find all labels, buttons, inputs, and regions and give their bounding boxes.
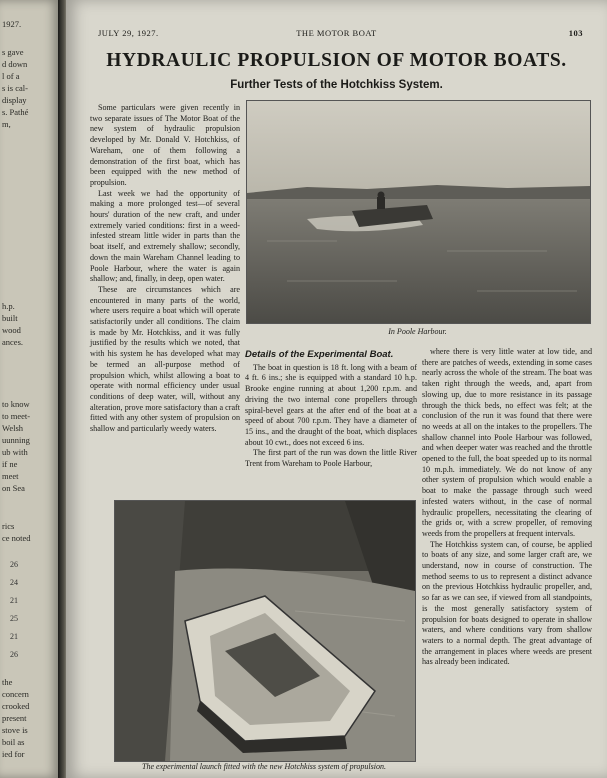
facing-page-text-fragment: meet [2, 471, 19, 481]
caption-poole-harbour: In Poole Harbour. [388, 327, 447, 336]
launch-photo-image [115, 501, 415, 761]
paragraph: These are circumstances which are encountered in many parts of the world, where users require a boat which will operate satisfactorily under all conditions. The claim is made by Mr. Hotchkiss, and it was fully justified by the results which we noted, that with his system he has developed what may be termed an all-purpose method of propulsion which, whilst allowing a boat to operate with normal efficiency under usual conditions of deep water, will, without any alteration, prove more satisfactory than a craft fitted with any other system of propulsion on shallow and particularly weedy waters. [90, 284, 240, 434]
harbour-photo-image [247, 101, 590, 323]
facing-page-text-fragment: ances. [2, 337, 24, 347]
facing-page-number: 26 [10, 650, 18, 659]
paragraph: The boat in question is 18 ft. long with a beam of 4 ft. 6 ins.; she is equipped with a standard 10 h.p. Brooke engine running at about 1,200 r.p.m. and driving the two internal cone propellers through spiral-bevel gears at the after end of the boat at a speed of about 700 r.p.m. They have a diameter of 15 ins., and the draught of the boat, which displaces about 10 cwt., does not exceed 6 ins. [245, 362, 417, 447]
facing-page-text-fragment: 1927. [2, 19, 22, 29]
facing-page-text-fragment: s is cal- [2, 83, 28, 93]
facing-page-number: 21 [10, 632, 18, 641]
facing-page-text-fragment: s. Pathé [2, 107, 29, 117]
facing-page-text-fragment: boil as [2, 737, 25, 747]
facing-page-number: 26 [10, 560, 18, 569]
facing-page-text-fragment: to meet- [2, 411, 31, 421]
facing-page-text-fragment: stove is [2, 725, 28, 735]
facing-page-text-fragment: Welsh [2, 423, 24, 433]
facing-page-number: 21 [10, 596, 18, 605]
facing-page-text-fragment: ce noted [2, 533, 31, 543]
facing-page-text-fragment: rics [2, 521, 15, 531]
facing-page-number: 25 [10, 614, 18, 623]
facing-page-text-fragment: on Sea [2, 483, 25, 493]
text-column-1 [90, 103, 240, 435]
facing-page-text-fragment: to know [2, 399, 30, 409]
facing-page-text-fragment: display [2, 95, 27, 105]
section-heading: Details of the Experimental Boat. [245, 349, 394, 360]
facing-page-text-fragment: present [2, 713, 27, 723]
article-subtitle: Further Tests of the Hotchkiss System. [230, 79, 443, 91]
facing-page-text-fragment: l of a [2, 71, 20, 81]
running-header [84, 28, 589, 42]
caption-experimental-launch: The experimental launch fitted with the new Hotchkiss system of propulsion. [142, 762, 386, 771]
paragraph: The Hotchkiss system can, of course, be applied to boats of any size, and some larger craft are, we understand, now in course of construction. The method seems to us to represent a distinct advance on the previous Hotchkiss hydraulic propeller, and, so far as we can see, if viewed from all standpoints, is the most generally satisfactory system of propulsion for boats designed to operate in shallow waters, and where conditions vary from shallow waters to a normal depth. The great advantage of the arrangement in places where weeds are present has already been indicated. [422, 539, 592, 667]
facing-page-text-fragment: s gave [2, 47, 24, 57]
photo-poole-harbour [246, 100, 591, 324]
facing-page-number: 24 [10, 578, 18, 587]
facing-page [0, 0, 60, 778]
facing-page-text-fragment: wood [2, 325, 21, 335]
facing-page-text-fragment: the [2, 677, 13, 687]
photo-experimental-launch [114, 500, 416, 762]
facing-page-text-fragment: crooked [2, 701, 30, 711]
paragraph: The first part of the run was down the little River Trent from Wareham to Poole Harbour, [245, 448, 417, 469]
article-title: HYDRAULIC PROPULSION OF MOTOR BOATS. [106, 50, 567, 71]
paragraph: Some particulars were given recently in two separate issues of The Motor Boat of the new system of hydraulic propulsion developed by Mr. Donald V. Hotchkiss, of Wareham, one of them following a demonstration of the first boat, which has been equipped with the new method of propulsion. [90, 103, 240, 187]
facing-page-text-fragment: if ne [2, 459, 18, 469]
facing-page-text-fragment: uunning [2, 435, 30, 445]
page-number: 103 [568, 28, 583, 38]
facing-page-text-fragment: d down [2, 59, 28, 69]
magazine-name: THE MOTOR BOAT [296, 28, 377, 38]
text-column-2 [245, 350, 417, 470]
facing-page-text-fragment: ied for [2, 749, 25, 759]
facing-page-text-fragment: built [2, 313, 18, 323]
facing-page-text-fragment: m, [2, 119, 11, 129]
paragraph: Last week we had the opportunity of making a more prolonged test—of several hours' duration of the new craft, and under extremely varied conditions: first in a weed-infested stream little wider in parts than the boat itself, and extremely shallow; secondly, down the main Wareham Channel leading to Poole Harbour, where the water is again shallow; and, finally, in deep, open water. [90, 188, 240, 284]
issue-date: JULY 29, 1927. [98, 28, 159, 38]
facing-page-text-fragment: concern [2, 689, 29, 699]
facing-page-text-fragment: ub with [2, 447, 28, 457]
magazine-page [66, 0, 607, 778]
text-column-3 [422, 347, 592, 668]
facing-page-text-fragment: h.p. [2, 301, 15, 311]
paragraph: where there is very little water at low tide, and there are patches of weeds, extending in some cases nearly across the whole of the stream. The boat was taken right through the weeds, and, apart from slowing up, due to more resistance in its passage through the thick beds, no effect was felt; at the conclusion of the run it was found that there were no weeds at all on the intakes to the propellers. The shallow channel into Poole Harbour was followed, and when deeper water was reached and the throttle opened to the full, the boat speeded up to its normal 10 m.p.h. immediately. We do not know of any other system of propulsion which would enable a boat to make the passage through such weed infested waters without, in the case of normal hydraulic propellers, necessitating the clearing of the grids or, with a screw propeller, of removing weeds from the propellers at frequent intervals. [422, 347, 592, 538]
